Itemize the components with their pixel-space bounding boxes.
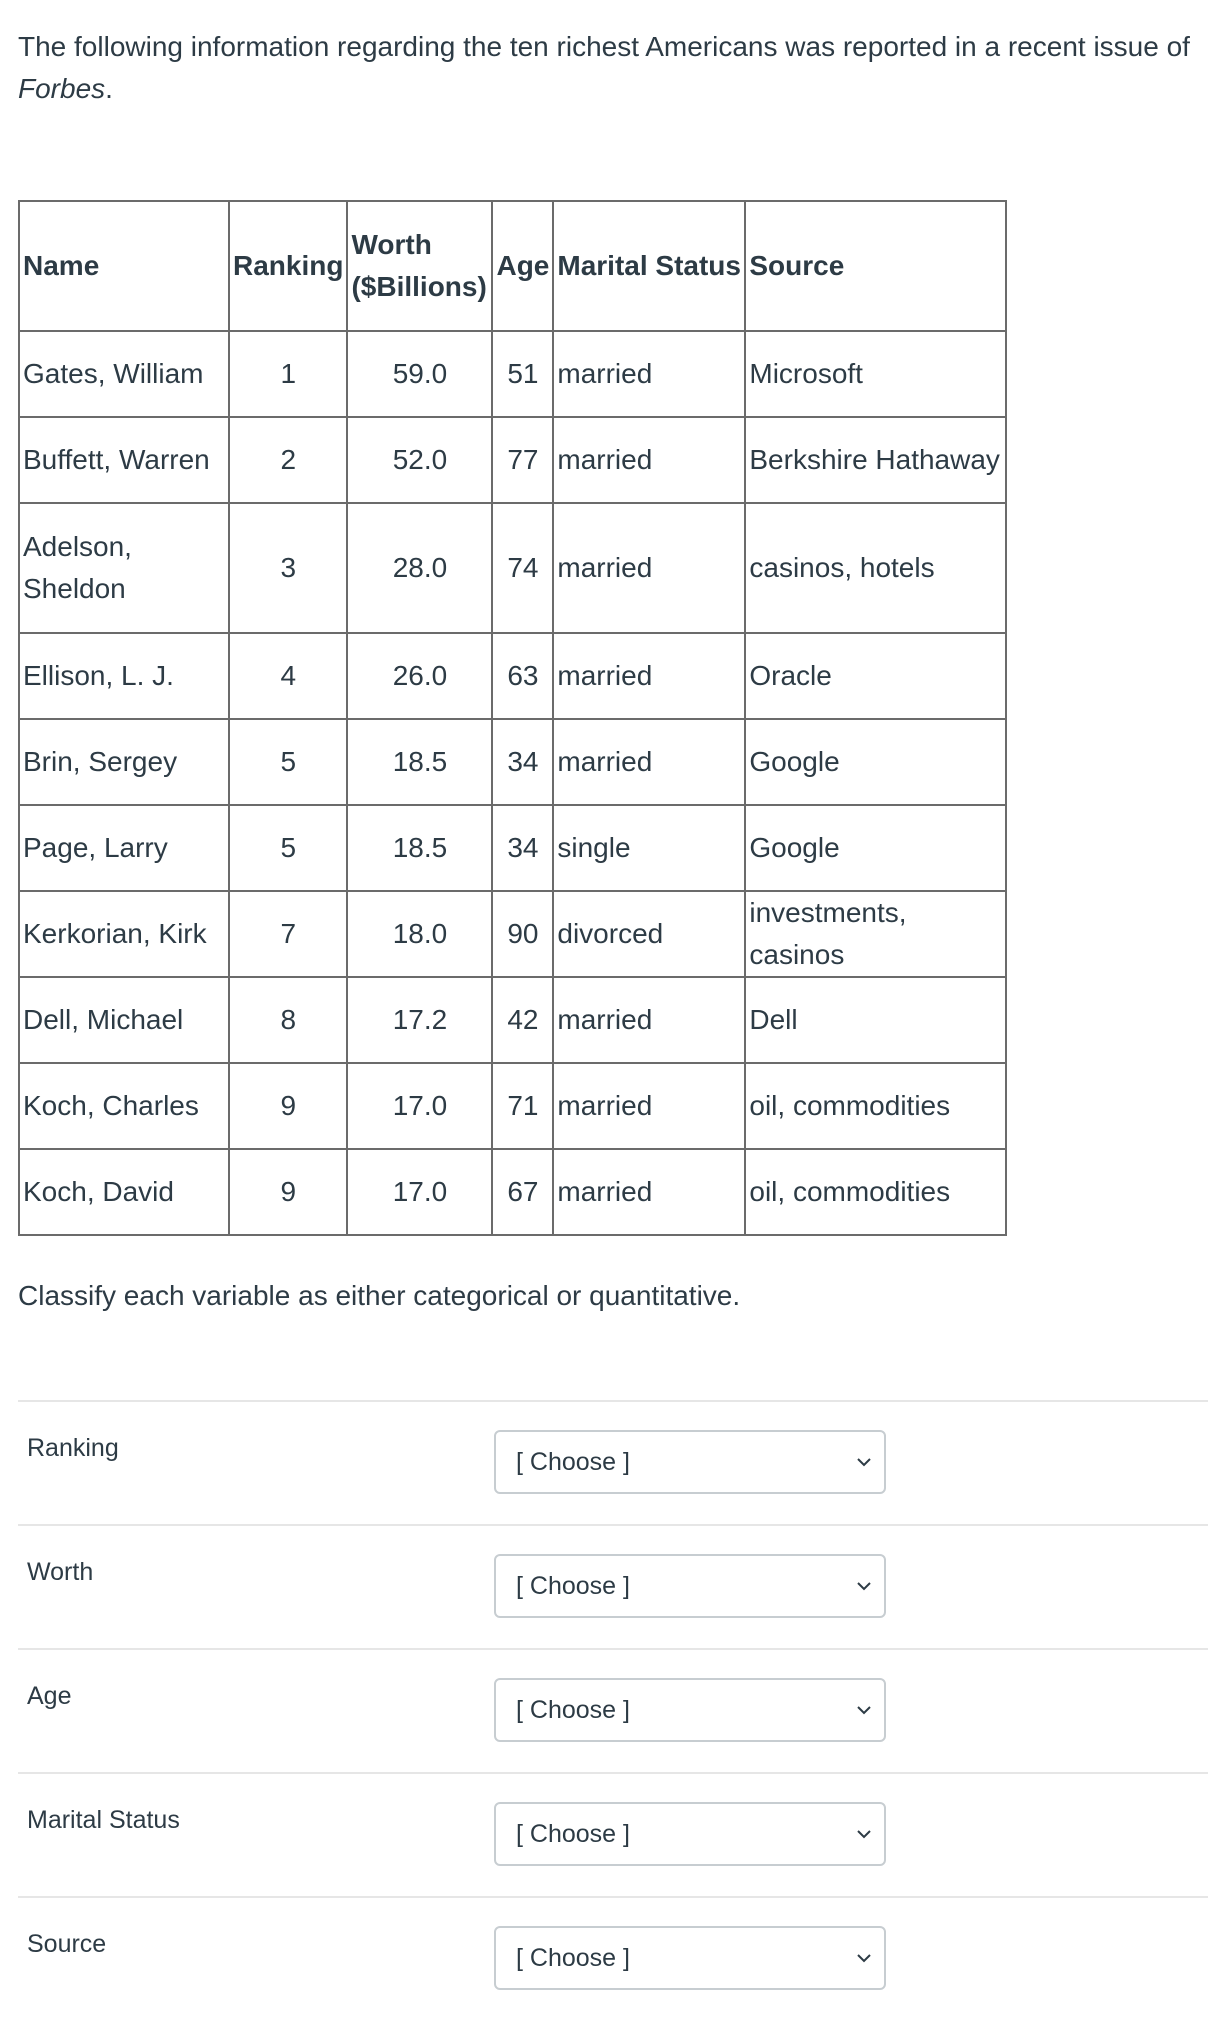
cell-age: 51 bbox=[492, 331, 553, 417]
cell-worth: 28.0 bbox=[347, 503, 492, 633]
table-row bbox=[19, 331, 1006, 417]
dropdown-selected-value: [ Choose ] bbox=[516, 1448, 630, 1476]
cell-worth: 18.0 bbox=[347, 891, 492, 977]
table-row bbox=[19, 417, 1006, 503]
cell-source: investments, casinos bbox=[745, 891, 1006, 977]
cell-worth: 17.0 bbox=[347, 1063, 492, 1149]
cell-name: Dell, Michael bbox=[19, 977, 229, 1063]
cell-source: Google bbox=[745, 719, 1006, 805]
cell-source: Google bbox=[745, 805, 1006, 891]
cell-source: oil, commodities bbox=[745, 1063, 1006, 1149]
cell-name-line1: Adelson, bbox=[23, 531, 132, 562]
dropdown-selected-value: [ Choose ] bbox=[516, 1820, 630, 1848]
cell-source: Microsoft bbox=[745, 331, 1006, 417]
intro-text-before: The following information regarding the ten richest Americans was reported in a recent issue of bbox=[18, 31, 1190, 62]
cell-worth: 17.2 bbox=[347, 977, 492, 1063]
intro-text bbox=[18, 26, 1198, 110]
header-worth-line2: ($Billions) bbox=[351, 271, 487, 302]
cell-marital: married bbox=[553, 417, 745, 503]
header-age: Age bbox=[492, 201, 553, 331]
intro-source: Forbes bbox=[18, 73, 106, 104]
cell-ranking: 5 bbox=[229, 805, 347, 891]
chevron-down-icon bbox=[854, 1824, 874, 1844]
cell-name: Gates, William bbox=[19, 331, 229, 417]
cell-ranking: 9 bbox=[229, 1149, 347, 1235]
question-label: Marital Status bbox=[27, 1806, 180, 1834]
cell-name: Page, Larry bbox=[19, 805, 229, 891]
cell-name bbox=[19, 503, 229, 633]
chevron-down-icon bbox=[854, 1948, 874, 1968]
cell-ranking: 5 bbox=[229, 719, 347, 805]
cell-age: 63 bbox=[492, 633, 553, 719]
cell-age: 67 bbox=[492, 1149, 553, 1235]
cell-marital: divorced bbox=[553, 891, 745, 977]
cell-marital: married bbox=[553, 633, 745, 719]
cell-marital: married bbox=[553, 503, 745, 633]
dropdown-selected-value: [ Choose ] bbox=[516, 1696, 630, 1724]
header-source: Source bbox=[745, 201, 1006, 331]
chevron-down-icon bbox=[854, 1576, 874, 1596]
cell-age: 34 bbox=[492, 805, 553, 891]
header-worth-line1: Worth bbox=[351, 229, 432, 260]
cell-age: 34 bbox=[492, 719, 553, 805]
cell-worth: 18.5 bbox=[347, 805, 492, 891]
cell-ranking: 3 bbox=[229, 503, 347, 633]
table-row bbox=[19, 1149, 1006, 1235]
cell-marital: single bbox=[553, 805, 745, 891]
chevron-down-icon bbox=[854, 1700, 874, 1720]
instruction-text: Classify each variable as either categorical or quantitative. bbox=[18, 1280, 741, 1311]
dropdown-selected-value: [ Choose ] bbox=[516, 1944, 630, 1972]
question-label: Worth bbox=[27, 1558, 94, 1586]
header-worth bbox=[347, 201, 492, 331]
question-row bbox=[18, 1772, 1208, 1896]
cell-source: Berkshire Hathaway bbox=[745, 417, 1006, 503]
cell-worth: 18.5 bbox=[347, 719, 492, 805]
cell-ranking: 1 bbox=[229, 331, 347, 417]
table-header-row bbox=[19, 201, 1006, 331]
cell-worth: 59.0 bbox=[347, 331, 492, 417]
table-row bbox=[19, 805, 1006, 891]
question-row bbox=[18, 1524, 1208, 1648]
intro-text-after: . bbox=[105, 73, 113, 104]
cell-ranking: 8 bbox=[229, 977, 347, 1063]
cell-name-line2: Sheldon bbox=[23, 573, 126, 604]
table-body bbox=[19, 331, 1006, 1235]
cell-source: casinos, hotels bbox=[745, 503, 1006, 633]
cell-age: 71 bbox=[492, 1063, 553, 1149]
table-row bbox=[19, 977, 1006, 1063]
table-row bbox=[19, 633, 1006, 719]
cell-ranking: 9 bbox=[229, 1063, 347, 1149]
cell-name: Buffett, Warren bbox=[19, 417, 229, 503]
cell-ranking: 4 bbox=[229, 633, 347, 719]
cell-age: 90 bbox=[492, 891, 553, 977]
cell-name: Koch, David bbox=[19, 1149, 229, 1235]
cell-name: Ellison, L. J. bbox=[19, 633, 229, 719]
cell-ranking: 7 bbox=[229, 891, 347, 977]
header-name: Name bbox=[19, 201, 229, 331]
cell-ranking: 2 bbox=[229, 417, 347, 503]
dropdown-selected-value: [ Choose ] bbox=[516, 1572, 630, 1600]
cell-marital: married bbox=[553, 1063, 745, 1149]
cell-name: Brin, Sergey bbox=[19, 719, 229, 805]
cell-worth: 26.0 bbox=[347, 633, 492, 719]
question-row bbox=[18, 1896, 1208, 2020]
cell-marital: married bbox=[553, 977, 745, 1063]
cell-source: Dell bbox=[745, 977, 1006, 1063]
header-marital: Marital Status bbox=[553, 201, 745, 331]
cell-marital: married bbox=[553, 719, 745, 805]
classification-dropdown[interactable] bbox=[494, 1430, 886, 1494]
cell-name: Koch, Charles bbox=[19, 1063, 229, 1149]
question-label: Ranking bbox=[27, 1434, 119, 1462]
cell-source: Oracle bbox=[745, 633, 1006, 719]
cell-marital: married bbox=[553, 331, 745, 417]
cell-worth: 17.0 bbox=[347, 1149, 492, 1235]
cell-worth: 52.0 bbox=[347, 417, 492, 503]
classification-dropdown[interactable] bbox=[494, 1802, 886, 1866]
question-label: Source bbox=[27, 1930, 107, 1958]
richest-americans-table bbox=[18, 200, 1007, 1236]
table-row bbox=[19, 1063, 1006, 1149]
cell-name: Kerkorian, Kirk bbox=[19, 891, 229, 977]
table-row bbox=[19, 891, 1006, 977]
table-row bbox=[19, 719, 1006, 805]
classification-dropdown[interactable] bbox=[494, 1678, 886, 1742]
question-row bbox=[18, 1400, 1208, 1524]
table-row bbox=[19, 503, 1006, 633]
classification-dropdown[interactable] bbox=[494, 1554, 886, 1618]
cell-age: 77 bbox=[492, 417, 553, 503]
header-ranking: Ranking bbox=[229, 201, 347, 331]
cell-source: oil, commodities bbox=[745, 1149, 1006, 1235]
question-row bbox=[18, 1648, 1208, 1772]
cell-marital: married bbox=[553, 1149, 745, 1235]
cell-age: 42 bbox=[492, 977, 553, 1063]
question-label: Age bbox=[27, 1682, 72, 1710]
cell-age: 74 bbox=[492, 503, 553, 633]
chevron-down-icon bbox=[854, 1452, 874, 1472]
classification-dropdown[interactable] bbox=[494, 1926, 886, 1990]
